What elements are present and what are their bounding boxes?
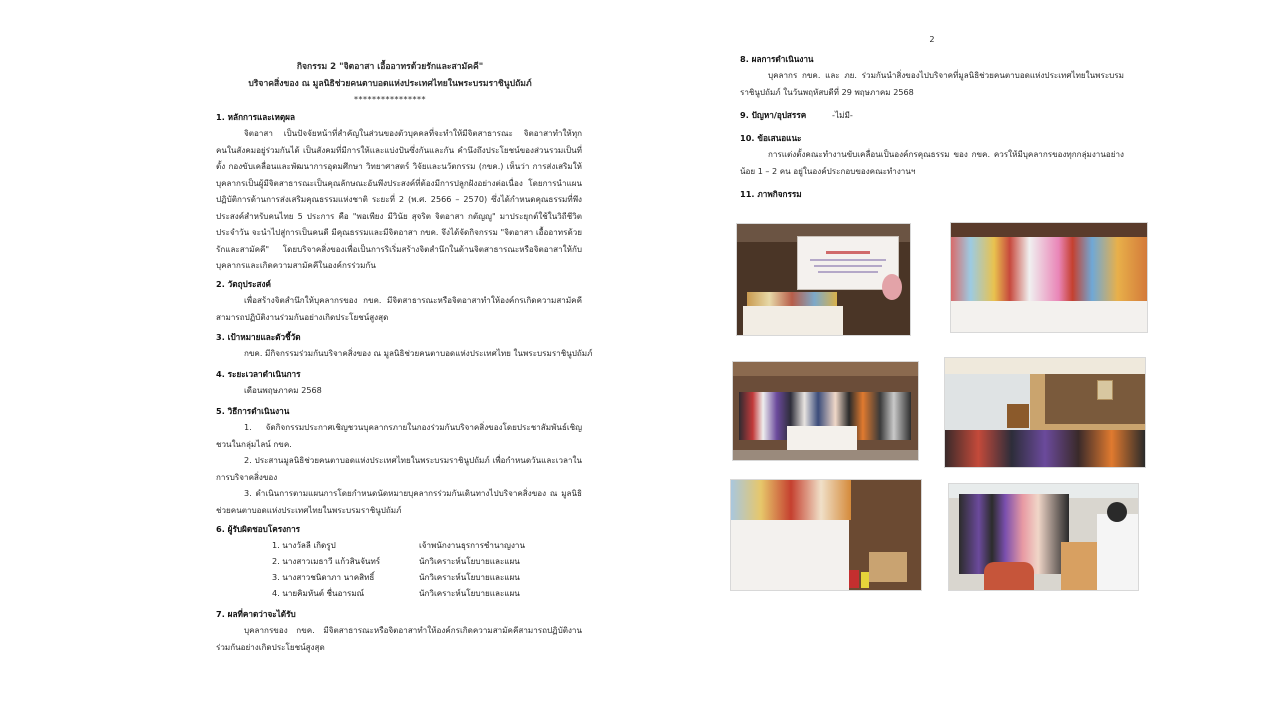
- flower-arrangement: [882, 274, 902, 300]
- seated-audience: [945, 430, 1145, 467]
- staff-row: [272, 569, 572, 585]
- section-3-heading: 3. เป้าหมายและตัวชี้วัด: [216, 332, 301, 342]
- section-10-body: การแต่งตั้งคณะทำงานขับเคลื่อนเป็นองค์กรคุณธรรม ของ กขค. ควรให้มีบุคลากรของทุกกลุ่มงานอย่างน้อย 1 – 2 คน อยู่ในองค์ประกอบของคณะทำงานฯ: [740, 149, 1124, 176]
- stacked-donations: [951, 237, 1147, 301]
- section-1-body: จิตอาสา เป็นปัจจัยหน้าที่สำคัญในส่วนของตัวบุคคลที่จะทำให้มีจิตสาธารณะ จิตอาสาทำให้ทุกคนในสังคมอยู่ร่วมกันได้ เป็นสังคมที่มีการให้และแบ่งปันซึ่งกันและกัน คำนึงถึงประโยชน์ของส่วนรวมเป็นที่ตั้ง กองขับเคลื่อนและพัฒนาการอุดมศึกษา วิทยาศาสตร์ วิจัยและนวัตกรรม (กขค.) เห็นว่า การส่งเสริมให้บุคลากรเป็นผู้มีจิตสาธารณะเป็นคุณลักษณะอันพึงประสงค์ที่ต้องมีการปลูกฝังอย่างต่อเนื่อง โดยการนำแผนปฏิบัติการด้านการส่งเสริมคุณธรรมแห่งชาติ ระยะที่ 2 (พ.ศ. 2566 – 2570) ซึ่งได้กำหนดคุณธรรมที่พึงประสงค์สำหรับคนไทย 5 ประการ คือ "พอเพียง มีวินัย สุจริต จิตอาสา กตัญญู" มาประยุกต์ใช้ในวิถีชีวิตประจำวัน จะนำไปสู่การเป็นคนดี มีคุณธรรมและมีจิตอาสา กขค. จึงได้จัดกิจกรรม "จิตอาสา เอื้ออาทรด้วยรักและสามัคคี" โดยบริจาคสิ่งของเพื่อเป็นการริเริ่มสร้างจิตสำนึกในด้านจิตสาธารณะหรือจิตอาสาให้กับบุคลากรและเกิดความสามัคคีในองค์กรร่วมกัน: [216, 128, 582, 270]
- screen-text-line: [818, 271, 878, 273]
- section-8-heading: 8. ผลการดำเนินงาน: [740, 54, 814, 64]
- screen-text-line: [810, 259, 886, 261]
- bottle: [849, 570, 859, 588]
- document-subtitle: บริจาคสิ่งของ ณ มูลนิธิช่วยคนตาบอดแห่งประเทศไทยในพระบรมราชินูปถัมภ์: [248, 79, 532, 89]
- section-2-body: เพื่อสร้างจิตสำนึกให้บุคลากรของ กขค. มีจิตสาธารณะหรือจิตอาสาทำให้องค์กรเกิดความสามัคคีสามารถปฏิบัติงานร่วมกันอย่างเกิดประโยชน์สูงสุด: [216, 295, 582, 322]
- document-page-1: [150, 0, 630, 720]
- staff-name: 4. นายคิมหันต์ ชื่นอารมณ์: [272, 588, 365, 598]
- ceiling: [945, 358, 1145, 374]
- section-10-heading: 10. ข้อเสนอแนะ: [740, 133, 802, 143]
- bottle: [861, 572, 869, 588]
- white-tablecloth: [731, 520, 849, 590]
- staff-position: นักวิเคราะห์นโยบายและแผน: [419, 572, 520, 582]
- activity-photo-goods-boxes: [730, 479, 922, 591]
- section-5-item: 1. จัดกิจกรรมประกาศเชิญชวนบุคลากรภายในกองร่วมกันบริจาคสิ่งของโดยประชาสัมพันธ์เชิญชวนในกลุ่มไลน์ กขค.: [216, 422, 582, 449]
- man-at-desk: [1097, 514, 1138, 590]
- floor: [733, 450, 918, 460]
- staff-position: เจ้าพนักงานธุรการชำนาญงาน: [419, 540, 525, 550]
- section-5-item: 3. ดำเนินการตามแผนการโดยกำหนดนัดหมายบุคลากรร่วมกันเดินทางไปบริจาคสิ่งของ ณ มูลนิธิช่วยคนตาบอดแห่งประเทศไทยในพระบรมราชินูปถัมภ์: [216, 488, 582, 515]
- page-number: 2: [929, 34, 935, 44]
- title-separator: ****************: [354, 95, 426, 104]
- section-9-value: -ไม่มี-: [832, 110, 853, 120]
- wood-wall: [1045, 374, 1145, 424]
- section-5-heading: 5. วิธีการดำเนินงาน: [216, 406, 290, 416]
- stacked-donations: [731, 480, 851, 520]
- section-9-heading: 9. ปัญหา/อุปสรรค: [740, 110, 807, 120]
- ceiling: [733, 362, 918, 376]
- section-4-heading: 4. ระยะเวลาดำเนินการ: [216, 369, 301, 379]
- staff-position: นักวิเคราะห์นโยบายและแผน: [419, 556, 520, 566]
- section-2-heading: 2. วัตถุประสงค์: [216, 279, 271, 289]
- chair: [984, 562, 1034, 590]
- section-8-body: บุคลากร กขค. และ ภย. ร่วมกันนำสิ่งของไปบริจาคที่มูลนิธิช่วยคนตาบอดแห่งประเทศไทยในพระบรมราชินูปถัมภ์ ในวันพฤหัสบดีที่ 29 พฤษภาคม 2568: [740, 70, 1124, 97]
- podium: [1007, 404, 1029, 428]
- white-tablecloth: [743, 306, 843, 335]
- screen-heading-line: [826, 251, 870, 254]
- section-7-heading: 7. ผลที่คาดว่าจะได้รับ: [216, 609, 296, 619]
- staff-position: นักวิเคราะห์นโยบายและแผน: [419, 588, 520, 598]
- staff-name: 1. นางวัลลี เกิดรูป: [272, 540, 336, 550]
- staff-row: [272, 585, 572, 601]
- activity-photo-meeting-room: [736, 223, 911, 336]
- activity-photo-speaker: [944, 357, 1146, 468]
- staff-row: [272, 537, 572, 553]
- desk: [1061, 542, 1101, 590]
- section-6-heading: 6. ผู้รับผิดชอบโครงการ: [216, 524, 301, 534]
- activity-photo-donated-goods: [950, 222, 1148, 333]
- activity-photo-group: [732, 361, 919, 461]
- donated-goods: [747, 292, 837, 306]
- screen-text-line: [814, 265, 882, 267]
- activity-photo-registration: [948, 483, 1139, 591]
- head: [1107, 502, 1127, 522]
- portrait-frame: [1097, 380, 1113, 400]
- section-5-item: 2. ประสานมูลนิธิช่วยคนตาบอดแห่งประเทศไทยในพระบรมราชินูปถัมภ์ เพื่อกำหนดวันและเวลาในการบริจาคสิ่งของ: [216, 455, 582, 482]
- section-4-body: เดือนพฤษภาคม 2568: [244, 385, 322, 395]
- cardboard-box: [869, 552, 907, 582]
- staff-name: 2. นางสาวเมธาวี แก้วสินจันทร์: [272, 556, 381, 566]
- section-3-body: กขค. มีกิจกรรมร่วมกันบริจาคสิ่งของ ณ มูลนิธิช่วยคนตาบอดแห่งประเทศไทย ในพระบรมราชินูปถัมภ์: [244, 348, 593, 358]
- document-title: กิจกรรม 2 "จิตอาสา เอื้ออาทรด้วยรักและสามัคคี": [296, 62, 484, 72]
- section-11-heading: 11. ภาพกิจกรรม: [740, 189, 802, 199]
- section-1-heading: 1. หลักการและเหตุผล: [216, 112, 296, 122]
- staff-name: 3. นางสาวชนิดาภา นาคสิทธิ์: [272, 572, 375, 582]
- section-7-body: บุคลากรของ กขค. มีจิตสาธารณะหรือจิตอาสาทำให้องค์กรเกิดความสามัคคีสามารถปฏิบัติงานร่วมกันอย่างเกิดประโยชน์สูงสุด: [216, 625, 582, 652]
- staff-row: [272, 553, 572, 569]
- white-tablecloth: [951, 301, 1147, 332]
